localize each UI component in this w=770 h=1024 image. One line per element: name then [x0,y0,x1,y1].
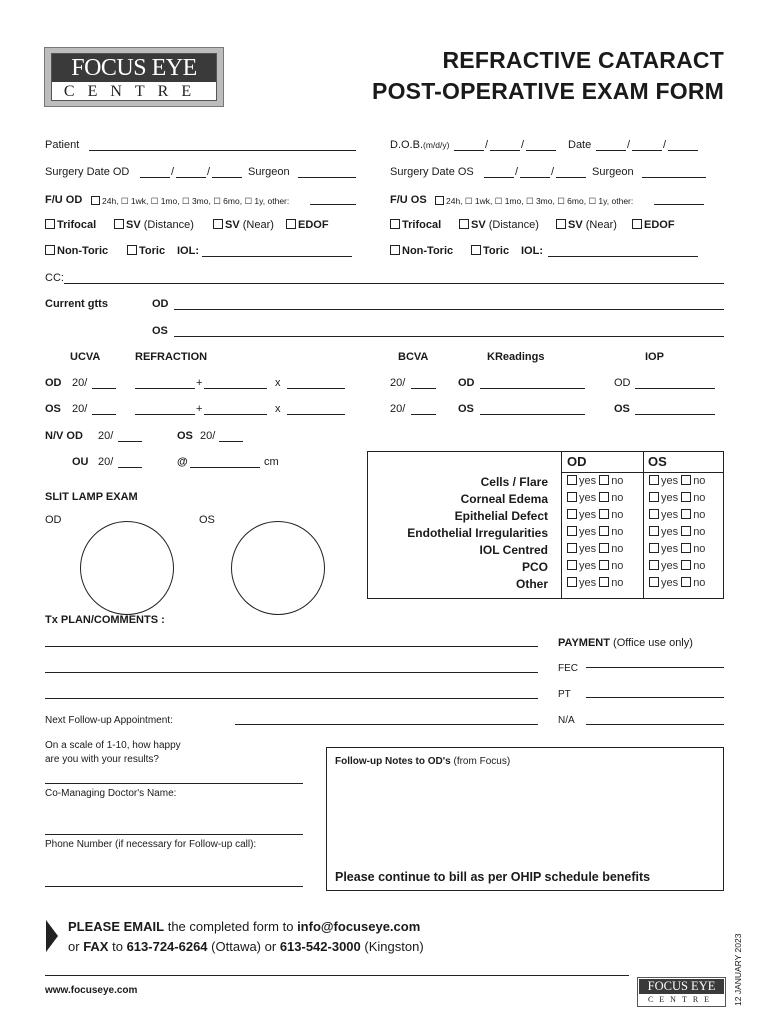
checkbox-icon [567,509,577,519]
dob-label: D.O.B.(m/d/y) [390,139,450,151]
ucva-os-field[interactable] [92,414,116,415]
surgery-od-day-field[interactable] [176,177,206,178]
comanaging-field[interactable] [45,834,303,835]
slit-os-yes-no[interactable]: yes no [649,577,705,589]
iol-od-label: IOL: [177,245,199,257]
refraction-os-sphere-field[interactable] [135,414,195,415]
k-os-label: OS [458,403,474,415]
fu-os-options[interactable]: 24h, ☐ 1wk, ☐ 1mo, ☐ 3mo, ☐ 6mo, ☐ 1y, other: [435,196,633,207]
pt-field[interactable] [586,697,724,698]
vision-os-label: OS [45,403,61,415]
surgery-date-od-label: Surgery Date OD [45,166,130,178]
slit-od-yes-no[interactable]: yes no [567,492,623,504]
refraction-od-sphere-field[interactable] [135,388,195,389]
gtts-od-label: OD [152,298,169,310]
slit-row-label: Corneal Edema [460,492,548,506]
footer-divider [45,975,629,976]
checkbox-icon [567,492,577,502]
slit-row-label: Epithelial Defect [454,509,548,523]
refraction-os-cyl-field[interactable] [204,414,267,415]
nv-os-prefix: 20/ [200,430,216,442]
iol-os-label: IOL: [521,245,543,257]
cc-label: CC: [45,272,64,284]
version-date: 12 JANUARY 2023 [733,933,743,1006]
gtts-od-field[interactable] [174,309,724,310]
checkbox-icon [567,475,577,485]
surgeon-od-field[interactable] [298,177,356,178]
checkbox-icon [649,526,659,536]
fec-label: FEC [558,663,578,674]
edof-os-option[interactable]: EDOF [632,219,675,231]
plus-sign: + [196,377,203,389]
satisfaction-label-2: are you with your results? [45,754,159,765]
checkbox-icon [471,245,481,255]
slit-os-label: OS [199,514,215,526]
bcva-os-prefix: 20/ [390,403,406,415]
slit-col-od: OD [567,454,587,469]
plus-sign: + [196,403,203,415]
surgery-os-year-field[interactable] [556,177,586,178]
checkbox-icon [567,526,577,536]
checkbox-icon [681,526,691,536]
at-sign: @ [177,456,188,468]
refraction-od-cyl-field[interactable] [204,388,267,389]
surgeon-od-label: Surgeon [248,166,290,178]
cm-unit: cm [264,456,279,468]
fu-os-label: F/U OS [390,194,427,206]
surgery-od-month-field[interactable] [140,177,170,178]
form-title-line1: REFRACTIVE CATARACT [442,47,724,73]
sv-near-od-option[interactable]: SV (Near) [213,219,274,231]
slit-lamp-table [367,451,724,599]
od-eye-diagram[interactable] [80,521,174,615]
checkbox-icon [681,560,691,570]
ucva-header: UCVA [70,351,101,363]
x-sign: x [275,377,281,389]
checkbox-icon [213,219,223,229]
checkbox-icon [632,219,642,229]
slit-od-yes-no[interactable]: yes no [567,543,623,555]
checkbox-icon [114,219,124,229]
checkbox-icon [681,543,691,553]
checkbox-icon [599,492,609,502]
dob-day-field[interactable] [490,150,520,151]
refraction-header: REFRACTION [135,351,208,363]
satisfaction-field[interactable] [45,783,303,784]
bcva-header: BCVA [398,351,429,363]
bill-note: Please continue to bill as per OHIP schedule benefits [335,870,651,884]
kreadings-od-field[interactable] [480,388,585,389]
fax-instruction: or FAX to 613-724-6264 (Ottawa) or 613-542-3000 (Kingston) [68,939,424,954]
phone-label: Phone Number (if necessary for Follow-up call): [45,839,257,850]
pt-label: PT [558,689,571,700]
cc-field[interactable] [64,283,724,284]
footer-logo-bottom: CENTRE [647,995,716,1004]
gtts-os-field[interactable] [174,336,724,337]
slit-od-yes-no[interactable]: yes no [567,526,623,538]
checkbox-icon [435,196,444,205]
payment-label: PAYMENT (Office use only) [558,637,693,649]
fu-od-label: F/U OD [45,194,83,206]
refraction-os-axis-field[interactable] [287,414,345,415]
checkbox-icon [127,245,137,255]
next-followup-field[interactable] [235,724,538,725]
refraction-od-axis-field[interactable] [287,388,345,389]
nv-os-field[interactable] [219,441,243,442]
k-od-label: OD [458,377,475,389]
checkbox-icon [599,560,609,570]
footer-logo-top: FOCUS EYE [639,979,724,994]
vision-od-label: OD [45,377,62,389]
followup-notes-box[interactable] [326,747,724,891]
surgeon-os-label: Surgeon [592,166,634,178]
checkbox-icon [459,219,469,229]
arrow-icon [46,920,58,952]
checkbox-icon [599,509,609,519]
slit-os-yes-no[interactable]: yes no [649,526,705,538]
ucva-od-prefix: 20/ [72,377,88,389]
slit-row-label: Cells / Flare [480,475,548,489]
iol-os-field[interactable] [548,256,698,257]
tx-plan-title: Tx PLAN/COMMENTS : [45,614,165,626]
bcva-os-field[interactable] [411,414,436,415]
checkbox-icon [649,509,659,519]
slit-col-os: OS [648,454,667,469]
comment-line-2[interactable] [45,672,538,673]
slit-row-label: Endothelial Irregularities [407,526,548,540]
checkbox-icon [599,577,609,587]
satisfaction-label-1: On a scale of 1-10, how happy [45,740,181,751]
bcva-od-prefix: 20/ [390,377,406,389]
nv-od-prefix: 20/ [98,430,114,442]
nv-od-field[interactable] [118,441,142,442]
toric-os-option[interactable]: Toric [471,245,509,257]
website-link[interactable]: www.focuseye.com [45,985,138,996]
non-toric-od-option[interactable]: Non-Toric [45,245,108,257]
edof-od-option[interactable]: EDOF [286,219,329,231]
ou-label: OU [72,456,89,468]
iop-od-field[interactable] [635,388,715,389]
distance-cm-field[interactable] [190,467,260,468]
fu-od-options[interactable]: 24h, ☐ 1wk, ☐ 1mo, ☐ 3mo, ☐ 6mo, ☐ 1y, other: [91,196,289,207]
slit-os-yes-no[interactable]: yes no [649,560,705,572]
sv-near-os-option[interactable]: SV (Near) [556,219,617,231]
slit-os-yes-no[interactable]: yes no [649,509,705,521]
checkbox-icon [649,560,659,570]
iop-os-label: OS [614,403,630,415]
slit-od-yes-no[interactable]: yes no [567,509,623,521]
checkbox-icon [649,543,659,553]
sv-distance-od-option[interactable]: SV (Distance) [114,219,194,231]
slit-os-yes-no[interactable]: yes no [649,492,705,504]
ucva-os-prefix: 20/ [72,403,88,415]
fu-os-other-field[interactable] [654,204,704,205]
phone-field[interactable] [45,886,303,887]
checkbox-icon [649,577,659,587]
checkbox-icon [599,475,609,485]
comment-line-3[interactable] [45,698,538,699]
dob-month-field[interactable] [454,150,484,151]
x-sign: x [275,403,281,415]
checkbox-icon [681,492,691,502]
logo-top-text: FOCUS EYE [52,54,216,82]
email-instruction: PLEASE EMAIL the completed form to info@focuseye.com [68,919,421,934]
footer-logo [637,977,726,1007]
sv-distance-os-option[interactable]: SV (Distance) [459,219,539,231]
notes-title: Follow-up Notes to OD's (from Focus) [335,756,511,767]
ucva-od-field[interactable] [92,388,116,389]
checkbox-icon [567,560,577,570]
next-followup-label: Next Follow-up Appointment: [45,715,173,726]
non-toric-os-option[interactable]: Non-Toric [390,245,453,257]
checkbox-icon [556,219,566,229]
date-day-field[interactable] [632,150,662,151]
kreadings-header: KReadings [487,351,545,363]
slit-od-yes-no[interactable]: yes no [567,475,623,487]
date-year-field[interactable] [668,150,698,151]
ou-prefix: 20/ [98,456,114,468]
comanaging-label: Co-Managing Doctor's Name: [45,788,177,799]
comment-line-1[interactable] [45,646,538,647]
na-field[interactable] [586,724,724,725]
iop-od-label: OD [614,377,631,389]
trifocal-os-option[interactable]: Trifocal [390,219,441,231]
gtts-os-label: OS [152,325,168,337]
iol-od-field[interactable] [202,256,352,257]
slit-row-label: PCO [521,560,548,574]
nv-od-label: N/V OD [45,430,83,442]
slit-row-label: Other [515,577,548,591]
checkbox-icon [681,509,691,519]
checkbox-icon [649,475,659,485]
checkbox-icon [567,577,577,587]
checkbox-icon [599,543,609,553]
surgery-date-os-label: Surgery Date OS [390,166,474,178]
fu-od-other-field[interactable] [310,204,356,205]
slit-row-label: IOL Centred [479,543,548,557]
dob-year-field[interactable] [526,150,556,151]
date-month-field[interactable] [596,150,626,151]
fec-field[interactable] [586,667,724,668]
checkbox-icon [649,492,659,502]
os-eye-diagram[interactable] [231,521,325,615]
checkbox-icon [91,196,100,205]
trifocal-od-option[interactable]: Trifocal [45,219,96,231]
checkbox-icon [286,219,296,229]
checkbox-icon [681,577,691,587]
bcva-od-field[interactable] [411,388,436,389]
checkbox-icon [45,219,55,229]
checkbox-icon [567,543,577,553]
kreadings-os-field[interactable] [480,414,585,415]
nv-os-label: OS [177,430,193,442]
checkbox-icon [390,245,400,255]
checkbox-icon [390,219,400,229]
focus-eye-logo [44,47,224,107]
checkbox-icon [599,526,609,536]
date-label: Date [568,139,592,151]
checkbox-icon [45,245,55,255]
slit-lamp-title: SLIT LAMP EXAM [45,491,138,503]
current-gtts-label: Current gtts [45,298,108,310]
iop-header: IOP [645,351,664,363]
checkbox-icon [681,475,691,485]
slit-od-yes-no[interactable]: yes no [567,577,623,589]
slit-os-yes-no[interactable]: yes no [649,475,705,487]
slit-os-yes-no[interactable]: yes no [649,543,705,555]
patient-field[interactable] [89,150,356,151]
slit-od-yes-no[interactable]: yes no [567,560,623,572]
logo-bottom-text: CENTRE [63,83,205,100]
toric-od-option[interactable]: Toric [127,245,165,257]
surgery-os-day-field[interactable] [520,177,550,178]
form-title-line2: POST-OPERATIVE EXAM FORM [372,78,724,104]
surgery-os-month-field[interactable] [484,177,514,178]
surgery-od-year-field[interactable] [212,177,242,178]
ou-field[interactable] [118,467,142,468]
na-label: N/A [558,715,575,726]
iop-os-field[interactable] [635,414,715,415]
surgeon-os-field[interactable] [642,177,706,178]
patient-label: Patient [45,139,80,151]
slit-od-label: OD [45,514,62,526]
